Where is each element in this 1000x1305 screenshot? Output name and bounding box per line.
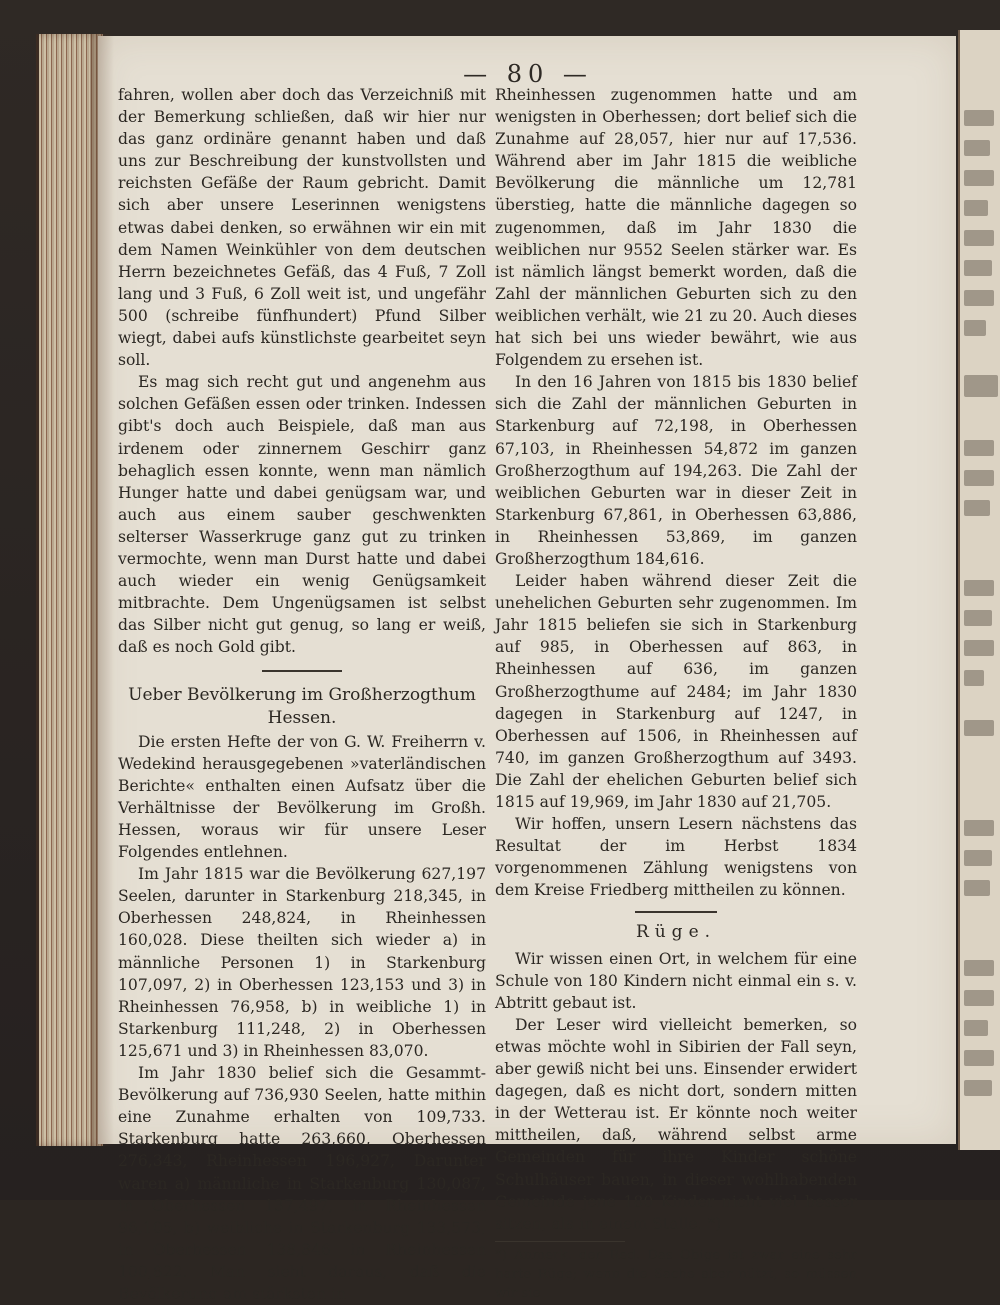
footnote-rule — [495, 1241, 625, 1242]
right-paragraph-4: Wir hoffen, unsern Lesern nächstens das Resultat der im Herbst 1834 vorgenommenen Zählung wenigstens von dem Kreise Friedberg mittheilen zu können. — [495, 815, 857, 900]
right-paragraph-2: In den 16 Jahren von 1815 bis 1830 belief sich die Zahl der männlichen Geburten in Starkenburg auf 72,198, in Oberhessen 67,103, in Rheinhessen 54,872 im ganzen Großherzogthum auf 194,263. Die Zahl der weiblichen Geburten war in dieser Zeit in Starkenburg 67,861, in Oberhessen 63,886, in Rheinhessen 53,869, im ganzen Großherzogthum 184,616. — [495, 373, 857, 568]
section-heading-ruege: Rüge. — [635, 922, 717, 943]
adjacent-page-edge — [958, 30, 1000, 1150]
left-paragraph-4: Im Jahr 1815 war die Bevölkerung 627,197 Seelen, darunter in Starkenburg 218,345, in Oberhessen 248,824, in Rheinhessen 160,028. Diese theilten sich wieder a) in männliche Personen 1) in Starkenburg 107,097, 2) in Oberhessen 123,153 und 3) in Rheinhessen 76,958, b) in weibliche 1) in Starkenburg 111,248, 2) in Oberhessen 125,671 und 3) in Rheinhessen 83,070. — [118, 865, 486, 1060]
right-column — [495, 84, 857, 1303]
section-heading-population: Ueber Bevölkerung im Großherzogthum Hessen. — [128, 685, 476, 728]
left-paragraph-2: Es mag sich recht gut und angenehm aus solchen Gefäßen essen oder trinken. Indessen gibt's doch auch Beispiele, daß man aus irdenem oder zinnernem Geschirr ganz behaglich essen konnte, wenn man nämlich Hunger hatte und dabei genügsam war, und auch aus einem sauber geschwenkten selterser Wasserkruge ganz gut zu trinken vermochte, wenn man Durst hatte und dabei auch wieder ein wenig Genügsamkeit mitbrachte. Dem Ungenügsamen ist selbst das Silber nicht gut genug, so lang er weiß, daß es noch Gold gibt. — [118, 373, 486, 657]
left-paragraph-3: Die ersten Hefte der von G. W. Freiherrn v. Wedekind herausgegebenen »vaterländischen Berichte« enthalten einen Aufsatz über die Verhältnisse der Bevölkerung im Großh. Hessen, woraus wir für unsere Leser Folgendes entlehnen. — [118, 732, 486, 862]
right-paragraph-1: Rheinhessen zugenommen hatte und am wenigsten in Oberhessen; dort belief sich die Zunahme auf 28,057, hier nur auf 17,536. Während aber im Jahr 1815 die weibliche Bevölkerung die männliche um 12,781 überstieg, hatte die männliche dagegen so zugenommen, daß im Jahr 1830 die weiblichen nur 9552 Seelen stärker war. Es ist nämlich längst bemerkt worden, daß die Zahl der männlichen Geburten sich zu den weiblichen verhält, wie 21 zu 20. Auch dieses hat sich bei uns wieder bewährt, wie aus Folgendem zu ersehen ist. — [495, 86, 857, 370]
right-paragraph-6: Der Leser wird vielleicht bemerken, so etwas möchte wohl in Sibirien der Fall seyn, aber gewiß nicht bei uns. Einsender erwidert dagegen, daß es nicht dort, sondern mitten in der Wetterau ist. Er könnte noch weiter mittheilen, daß, während selbst arme Gemeinden für ihre Kinder schöne Schulhäuser bauen, in dieser wohlhabenden Gemeinde jene 180 Kinder nicht viel besser sitzen, als in einem Stalle. *) — [495, 1015, 857, 1233]
left-column — [118, 84, 486, 1305]
section-divider — [262, 670, 342, 672]
page-number: — 80 — — [463, 60, 593, 88]
left-paragraph-1: fahren, wollen aber doch das Verzeichniß mit der Bemerkung schließen, daß wir hier nur das ganz ordinäre genannt haben und daß uns zur Beschreibung der kunstvollsten und reichsten Gefäße der Raum gebricht. Damit sich aber unsere Leserinnen wenigstens etwas dabei denken, so erwähnen wir ein mit dem Namen Weinkühler von dem deutschen Herrn bezeichnetes Gefäß, das 4 Fuß, 7 Zoll lang und 3 Fuß, 6 Zoll weit ist, und ungefähr 500 (schreibe fünfhundert) Pfund Silber wiegt, dabei aufs künstlichste gearbeitet seyn soll. — [118, 86, 486, 370]
right-paragraph-3: Leider haben während dieser Zeit die unehelichen Geburten sehr zugenommen. Im Jahr 1815 beliefen sie sich in Starkenburg auf 985, in Oberhessen auf 863, in Rheinhessen auf 636, im ganzen Großherzogthume auf 2484; im Jahr 1830 dagegen in Starkenburg auf 1247, in Oberhessen auf 1506, in Rheinhessen auf 740, im ganzen Großherzogthum auf 3493. Die Zahl der ehelichen Geburten belief sich 1815 auf 19,969, im Jahr 1830 auf 21,705. — [495, 572, 857, 811]
left-paragraph-5: Im Jahr 1830 belief sich die Gesammt-Bevölkerung auf 736,930 Seelen, hatte mithin eine Zunahme erhalten von 109,733. Starkenburg hatte 263,660, Oberhessen 276,343, Rheinhessen 196,927, Darunter waren a) männliche in Starkenburg 130,087, in Oberhessen 137,497, in Rheinhessen 96,105, b) weibliche in Starkenburg 133,573, in Oberhessen 138,846 in Rheinhessen 100,822. Man sieht daraus, daß die Bevölkerung am stärksten in — [118, 1064, 486, 1303]
section-divider-right — [635, 911, 717, 913]
footnote: *) Anmerk. der Red. Das Obige ist zwar eine sehr harte Rüge; wenn die Sache aber nützt, so müssen wir sie — [495, 1247, 857, 1301]
spine-shadow — [90, 34, 114, 1146]
right-paragraph-5: Wir wissen einen Ort, in welchem für eine Schule von 180 Kindern nicht einmal ein s. v. Abtritt gebaut ist. — [495, 949, 857, 1012]
